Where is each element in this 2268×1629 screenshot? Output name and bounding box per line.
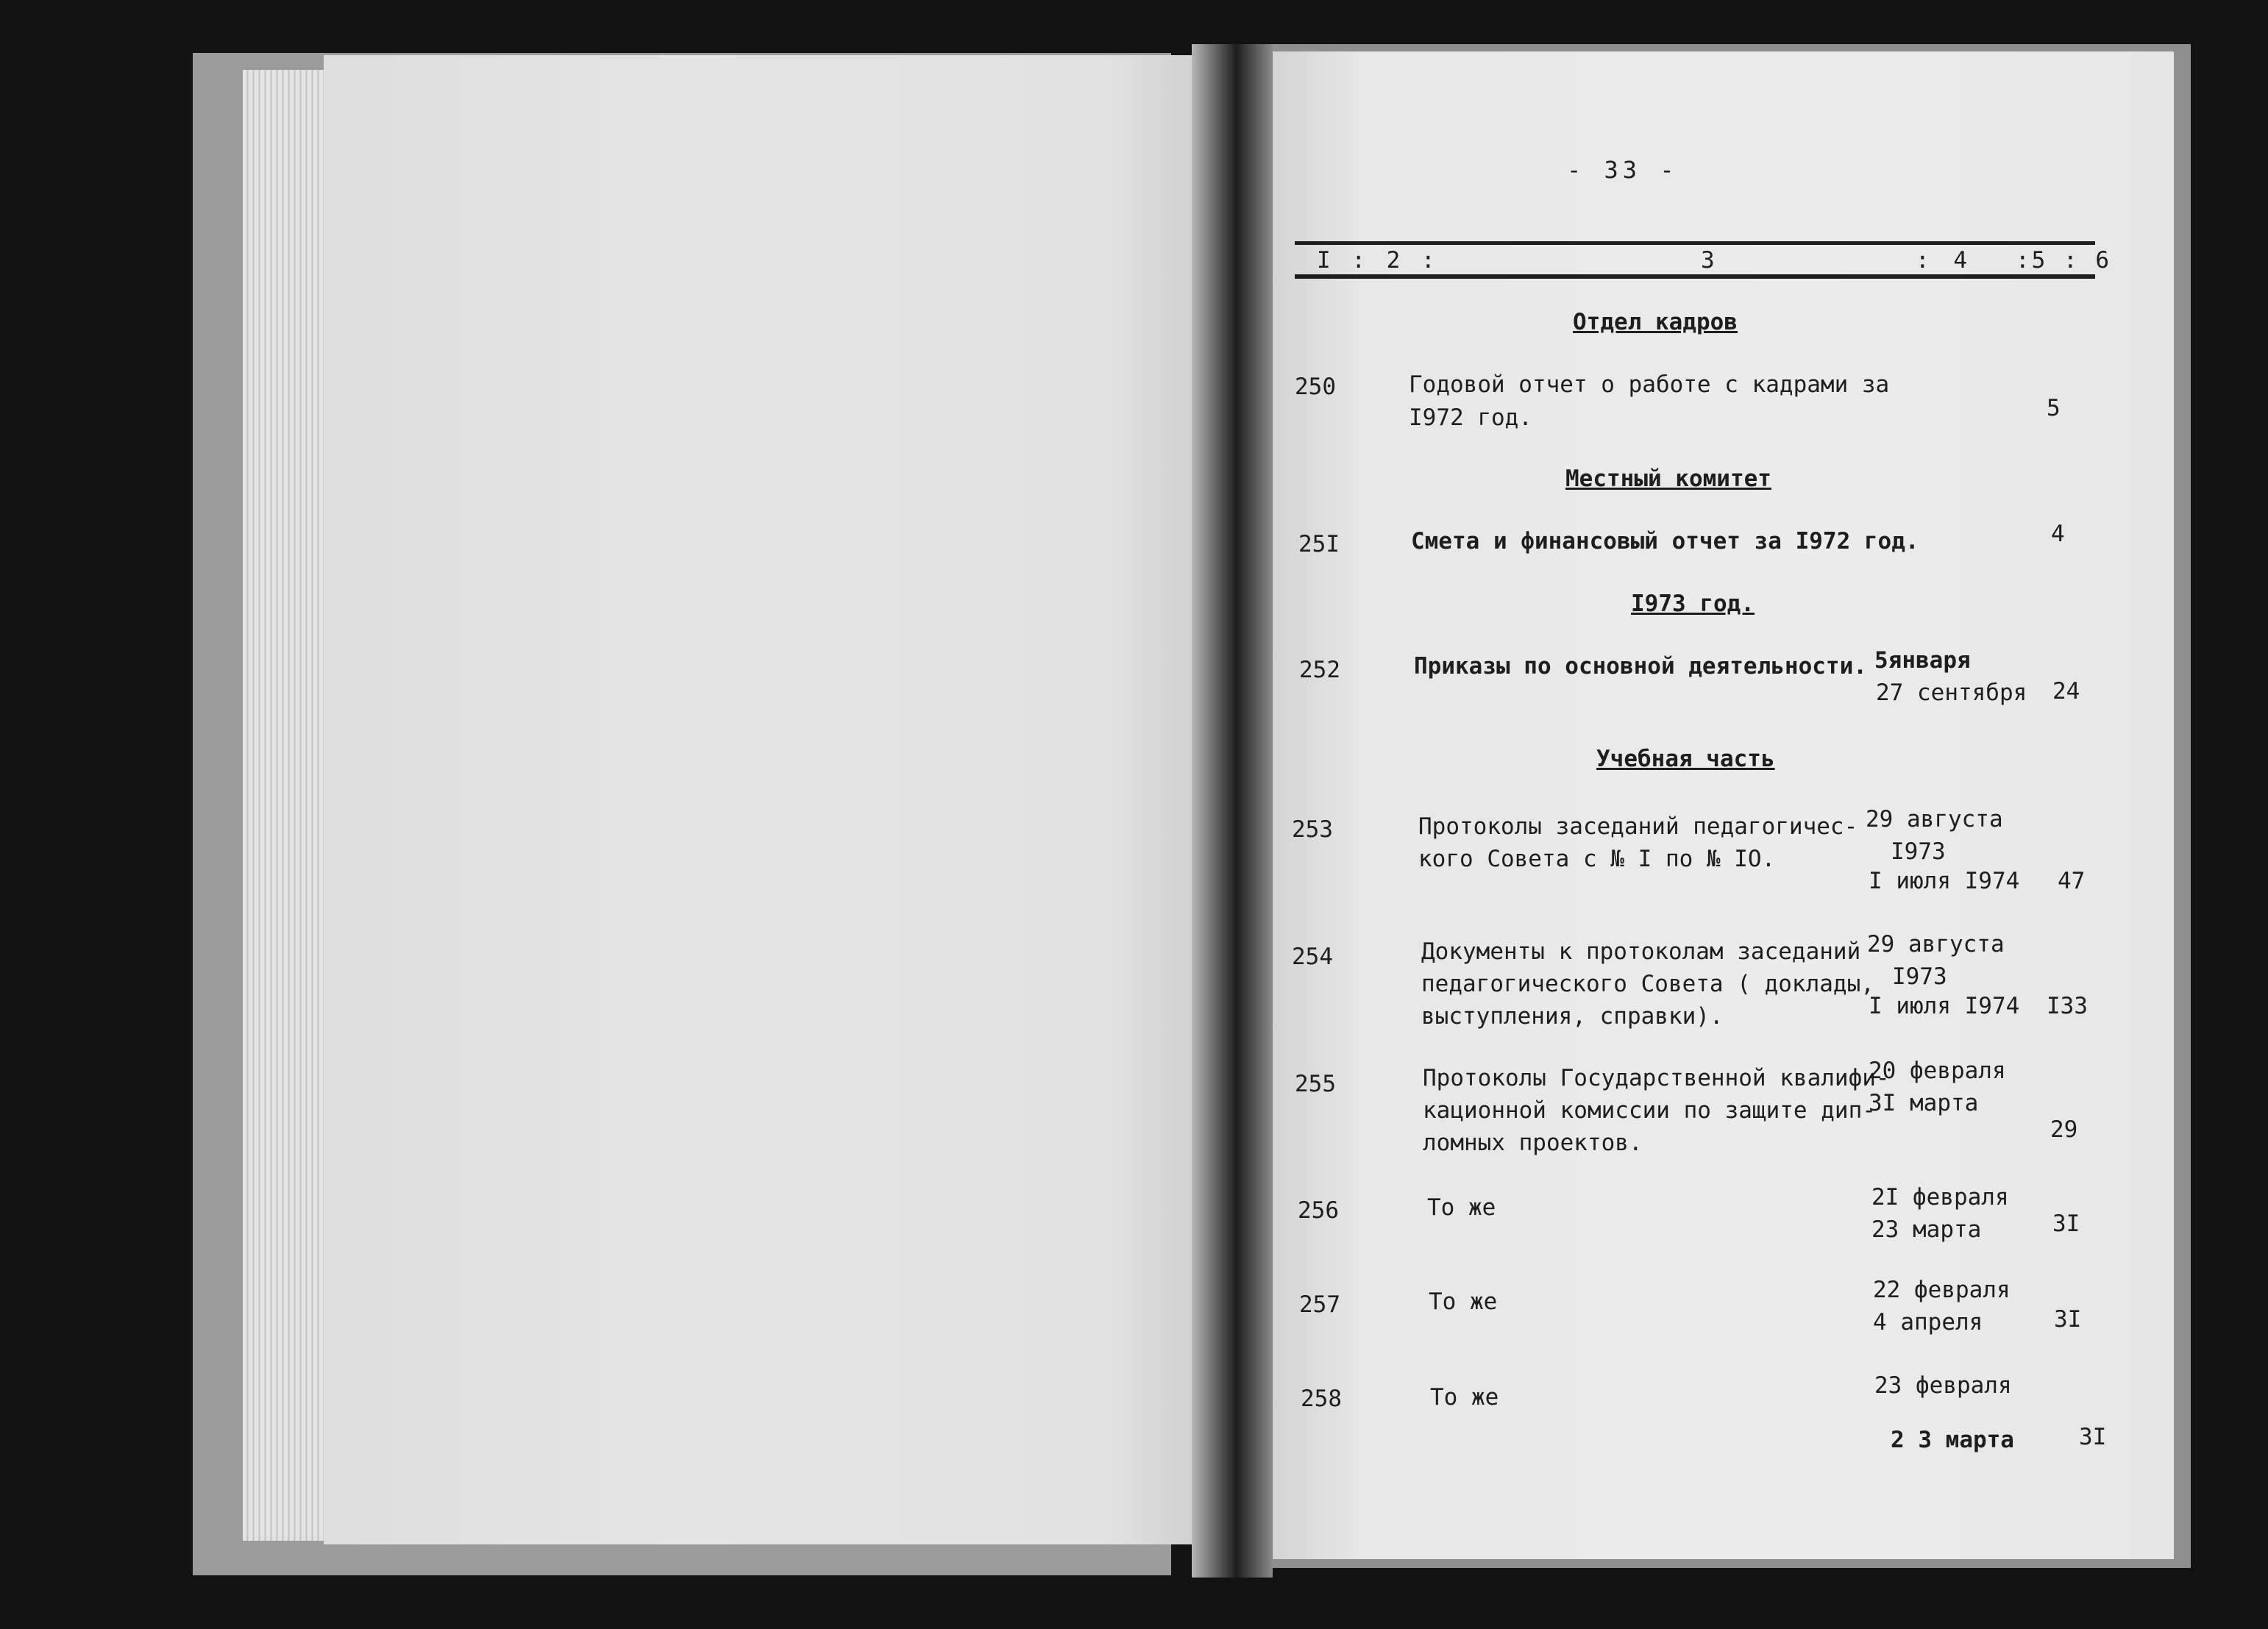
entry-257-date-start: 22 февраля [1873,1277,2011,1303]
entry-256-number: 256 [1298,1197,1339,1224]
section-heading-academic-dept: Учебная часть [1596,746,1775,772]
section-heading-local-committee: Местный комитет [1565,466,1771,492]
entry-253-title-line2: кого Совета с № I по № IO. [1418,846,1776,872]
entry-256-page-count: 3I [2052,1211,2080,1237]
entry-255-title-line1: Протоколы Государственной квалифи- [1423,1065,1890,1091]
entry-251-page-count: 4 [2051,521,2065,547]
entry-257-date-end: 4 апреля [1873,1309,1983,1336]
column-header-1-2: I : 2 : [1317,247,1439,274]
entry-256-title: То же [1427,1194,1496,1221]
entry-254-title-line1: Документы к протоколам заседаний [1421,938,1861,965]
entry-258-number: 258 [1301,1386,1342,1412]
entry-257-page-count: 3I [2054,1306,2082,1333]
entry-255-page-count: 29 [2050,1116,2078,1143]
entry-254-title-line2: педагогического Совета ( доклады, [1421,971,1874,997]
entry-258-title: То же [1430,1384,1499,1411]
entry-257-title: То же [1429,1288,1498,1315]
entry-254-page-count: I33 [2047,993,2088,1019]
entry-258-page-count: 3I [2079,1424,2107,1450]
entry-250-number: 250 [1295,374,1336,400]
entry-252-page-count: 24 [2052,678,2080,705]
entry-255-title-line2: кационной комиссии по защите дип- [1423,1097,1876,1124]
entry-255-title-line3: ломных проектов. [1423,1130,1643,1156]
entry-250-title-line1: Годовой отчет о работе с кадрами за [1409,371,1890,398]
page-stack-edges [243,70,331,1541]
entry-254-date-start-year: I973 [1892,963,1947,990]
entry-253-date-start: 29 августа [1866,806,2003,833]
left-page-blank [324,55,1214,1544]
entry-254-date-end: I июля I974 [1869,993,2020,1019]
entry-255-number: 255 [1295,1071,1336,1097]
entry-254-title-line3: выступления, справки). [1421,1003,1724,1030]
header-rule-top [1295,241,2095,245]
entry-254-number: 254 [1292,944,1333,970]
header-rule-bottom [1295,274,2095,279]
column-header-3: 3 [1701,247,1715,274]
entry-256-date-start: 2I февраля [1871,1184,2009,1211]
entry-258-date-end: 2 3 марта [1891,1427,2014,1453]
entry-253-title-line1: Протоколы заседаний педагогичес- [1418,813,1858,840]
entry-252-date-end: 27 сентября [1876,680,2027,706]
entry-258-date-start: 23 февраля [1874,1372,2012,1399]
section-heading-year-1973: I973 год. [1631,591,1755,617]
entry-253-date-start-year: I973 [1891,838,1946,865]
entry-253-page-count: 47 [2058,868,2086,894]
entry-253-number: 253 [1292,816,1333,843]
entry-254-date-start: 29 августа [1867,931,2005,958]
entry-255-date-end: 3I марта [1869,1090,1979,1116]
section-heading-personnel: Отдел кадров [1573,309,1738,335]
entry-257-number: 257 [1299,1291,1340,1318]
page-number: - 33 - [1567,156,1679,184]
entry-252-date-start: 5января [1874,647,1971,674]
entry-252-title: Приказы по основной деятельности. [1414,653,1867,680]
book-gutter [1192,44,1273,1578]
entry-250-page-count: 5 [2047,395,2061,421]
entry-251-number: 25I [1298,531,1340,557]
entry-253-date-end: I июля I974 [1869,868,2020,894]
entry-256-date-end: 23 марта [1871,1216,1982,1243]
entry-250-title-line2: I972 год. [1409,404,1532,431]
entry-252-number: 252 [1299,657,1340,683]
entry-255-date-start: 20 февраля [1869,1058,2006,1084]
column-header-4: : 4 [1916,247,1967,274]
entry-251-title: Смета и финансовый отчет за I972 год. [1411,528,1919,555]
column-header-5-6: :5 : 6 [2016,247,2111,274]
